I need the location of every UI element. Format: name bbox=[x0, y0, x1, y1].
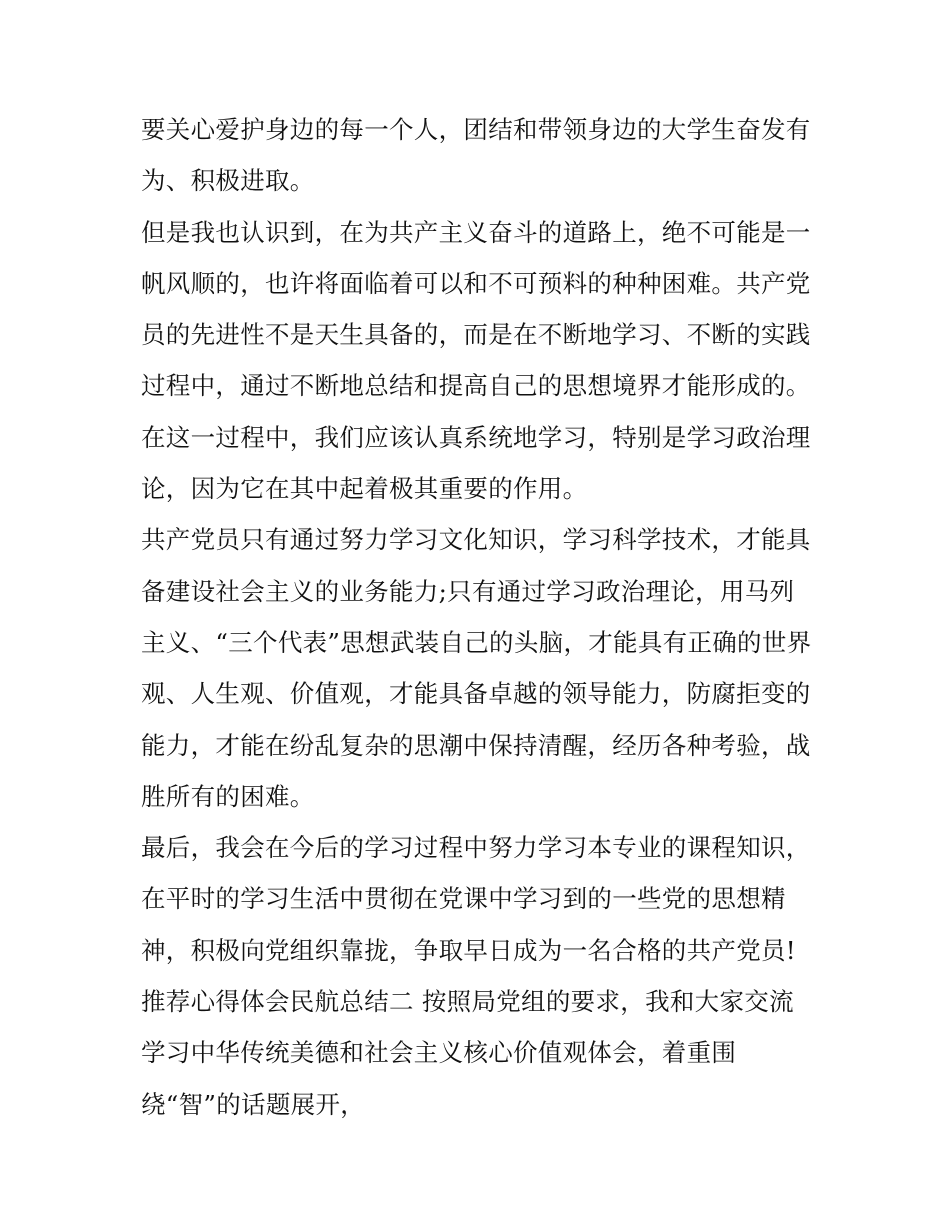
text-line: 推荐心得体会民航总结二 按照局党组的要求，我和大家交流 bbox=[141, 987, 794, 1017]
document-body bbox=[141, 104, 821, 1130]
text-line: 过程中，通过不断地总结和提高自己的思想境界才能形成的。 bbox=[141, 371, 811, 401]
text-line: 神，积极向党组织靠拢，争取早日成为一名合格的共产党员! bbox=[141, 935, 796, 965]
text-line: 观、人生观、价值观，才能具备卓越的领导能力，防腐拒变的 bbox=[141, 679, 811, 709]
text-line: 为、积极进取。 bbox=[141, 166, 315, 196]
text-line: 备建设社会主义的业务能力;只有通过学习政治理论，用马列 bbox=[141, 576, 795, 606]
text-line: 胜所有的困难。 bbox=[141, 781, 315, 811]
text-line: 帆风顺的，也许将面临着可以和不可预料的种种困难。共产党 bbox=[141, 268, 811, 298]
text-line: 但是我也认识到，在为共产主义奋斗的道路上，绝不可能是一 bbox=[141, 217, 811, 247]
text-line: 要关心爱护身边的每一个人，团结和带领身边的大学生奋发有 bbox=[141, 115, 811, 144]
text-line: 最后，我会在今后的学习过程中努力学习本专业的课程知识， bbox=[141, 833, 811, 863]
text-line: 论，因为它在其中起着极其重要的作用。 bbox=[141, 474, 588, 504]
text-line: 员的先进性不是天生具备的，而是在不断地学习、不断的实践 bbox=[141, 320, 811, 350]
text-line: 能力，才能在纷乱复杂的思潮中保持清醒，经历各种考验，战 bbox=[141, 730, 811, 760]
text-line: 主义、“三个代表”思想武装自己的头脑，才能具有正确的世界 bbox=[141, 627, 812, 657]
text-line: 在平时的学习生活中贯彻在党课中学习到的一些党的思想精 bbox=[141, 884, 786, 914]
text-line: 在这一过程中，我们应该认真系统地学习，特别是学习政治理 bbox=[141, 422, 811, 452]
text-line: 共产党员只有通过努力学习文化知识，学习科学技术，才能具 bbox=[141, 525, 811, 555]
text-line: 绕“智”的话题展开， bbox=[141, 1089, 366, 1119]
text-line: 学习中华传统美德和社会主义核心价值观体会，着重围 bbox=[141, 1038, 737, 1068]
